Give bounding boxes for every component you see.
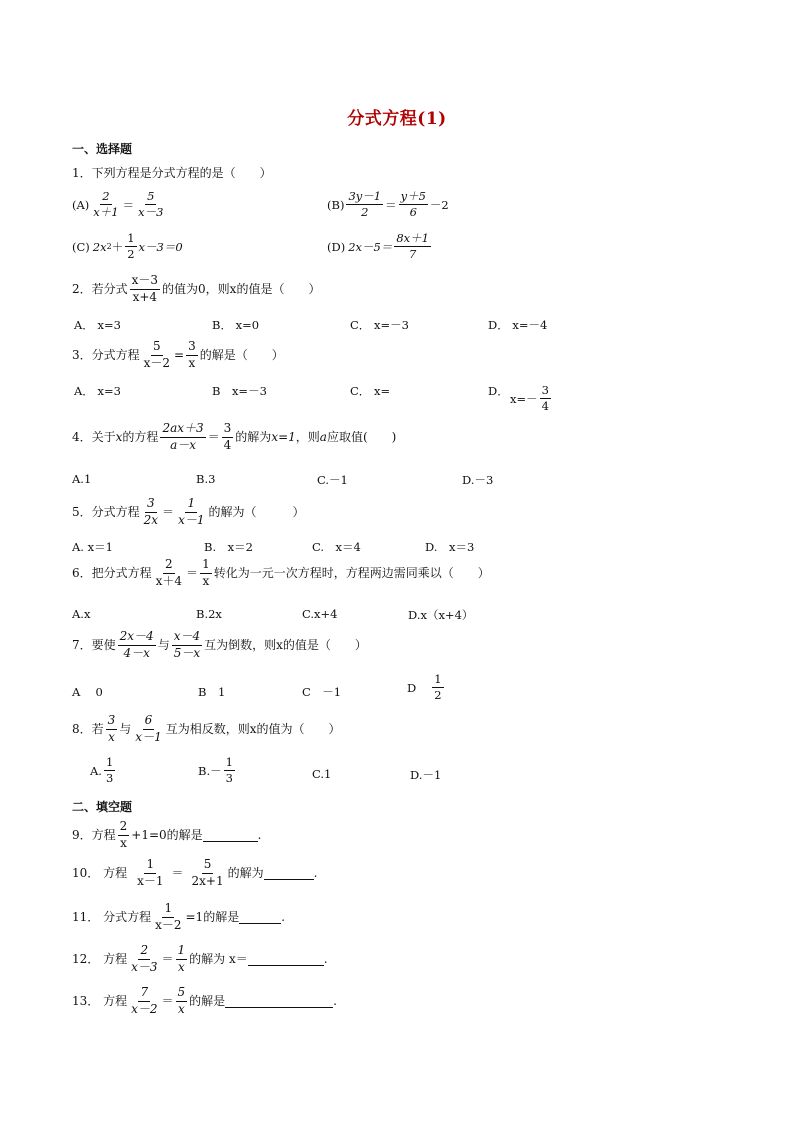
equals-sign: ＝: [161, 994, 174, 1009]
numerator: 1: [104, 756, 115, 771]
question-3-option-c: C． x=: [350, 384, 391, 398]
numerator: 2: [118, 820, 130, 836]
question-6-option-c: C.x+4: [302, 607, 338, 621]
fraction: [106, 714, 118, 745]
variable: x: [115, 430, 123, 445]
question-2-option-a: A． x=3: [74, 318, 121, 332]
expression-part: 2x－5＝: [348, 239, 393, 254]
question-5-option-b: B. x＝2: [204, 540, 253, 554]
denominator: x＋4: [155, 573, 183, 588]
numerator: 3: [186, 340, 198, 356]
question-text: 的解是（ ）: [199, 348, 284, 363]
question-text: +1=0的解是: [131, 828, 203, 843]
question-text: 的方程: [122, 430, 159, 445]
fraction: [176, 497, 206, 528]
question-text: 13． 方程: [72, 994, 128, 1009]
fraction: [190, 858, 226, 889]
numerator: 1: [224, 756, 235, 771]
question-text: 3．分式方程: [72, 348, 140, 363]
numerator: x－4: [172, 630, 202, 646]
question-text: 6．把分式方程: [72, 566, 152, 581]
question-12: [72, 944, 328, 975]
numerator: 2: [163, 558, 175, 574]
denominator: 5－x: [173, 645, 201, 660]
denominator: 2: [434, 688, 442, 703]
fraction: [136, 190, 165, 219]
question-9: [72, 820, 262, 851]
question-10: [72, 858, 317, 889]
question-2-stem: [72, 274, 320, 305]
numerator: 1: [176, 944, 188, 960]
question-3-stem: [72, 340, 284, 371]
numerator: 5: [202, 858, 214, 874]
fraction: [118, 630, 156, 661]
numerator: 3: [145, 497, 157, 513]
question-6-option-d: D.x（x+4）: [408, 608, 474, 622]
numerator: 2x－4: [118, 630, 156, 646]
expression-tail: x－3＝0: [138, 239, 183, 254]
question-text: 应取值( ): [326, 430, 397, 445]
fraction: [118, 820, 130, 851]
numerator: 7: [138, 986, 150, 1002]
denominator: x－2: [143, 355, 171, 370]
question-3-option-d-label: D．: [488, 384, 509, 398]
denominator: x: [177, 1001, 185, 1016]
fraction: [133, 714, 163, 745]
numerator: 8x＋1: [394, 232, 431, 247]
numerator: y＋5: [399, 190, 428, 205]
fraction: [91, 190, 120, 219]
expression-part: x=－: [510, 391, 538, 406]
page-title: 分式方程(1): [347, 109, 447, 129]
question-text: 11． 分式方程: [72, 910, 152, 925]
question-text: 的解是: [189, 994, 226, 1009]
equals-sign: ＝: [207, 430, 220, 445]
question-11: [72, 902, 285, 933]
question-text: 5．分式方程: [72, 505, 140, 520]
question-2-option-d: D． x=－4: [488, 318, 548, 332]
fraction: [176, 944, 188, 975]
section-heading-choice: 一、选择题: [72, 142, 133, 156]
period: .: [333, 994, 337, 1009]
question-6-stem: [72, 558, 490, 589]
numerator: 1: [200, 558, 212, 574]
denominator: 3: [225, 771, 233, 786]
equals-sign: ＝: [186, 566, 199, 581]
answer-blank[interactable]: [248, 953, 324, 966]
question-text: 8．若: [72, 722, 104, 737]
question-text: 与: [157, 638, 170, 653]
question-8-option-b: [198, 756, 237, 785]
answer-blank[interactable]: [203, 829, 258, 842]
equals-sign: ＝: [162, 505, 175, 520]
denominator: 7: [408, 247, 417, 262]
numerator: 1: [185, 497, 197, 513]
question-3-option-b: B x=－3: [212, 384, 267, 398]
expression-part: 2x: [92, 239, 107, 254]
question-text: 9．方程: [72, 828, 116, 843]
question-4-option-d: D.－3: [462, 473, 494, 487]
expression-tail: －2: [429, 197, 449, 212]
denominator: 2: [361, 205, 369, 220]
fraction: [125, 232, 136, 261]
fraction: [154, 558, 184, 589]
numerator: 2ax＋3: [160, 422, 205, 438]
fraction: [399, 190, 428, 219]
question-text: 与: [119, 722, 132, 737]
answer-blank[interactable]: [239, 911, 281, 924]
question-7-option-d: [407, 673, 446, 702]
question-text: 的解为（ ）: [208, 505, 305, 520]
question-text: 的解为: [235, 430, 272, 445]
question-text: 4．关于: [72, 430, 116, 445]
question-3-option-d: [510, 384, 553, 413]
fraction: [104, 756, 115, 785]
period: .: [257, 828, 262, 843]
numerator: 5: [176, 986, 188, 1002]
numerator: 1: [432, 673, 443, 688]
fraction: [432, 673, 443, 702]
option-label: (C): [72, 239, 90, 254]
numerator: 1: [144, 858, 156, 874]
fraction: [130, 274, 160, 305]
question-1-option-c: [72, 232, 183, 261]
numerator: 2: [100, 190, 111, 205]
numerator: 3: [540, 384, 551, 399]
denominator: x－2: [155, 917, 182, 932]
option-label: (B): [327, 197, 345, 212]
question-text: 的解为 x＝: [189, 952, 248, 967]
period: .: [281, 910, 286, 925]
solution-value: x=1: [271, 430, 296, 445]
numerator: 3y－1: [346, 190, 383, 205]
denominator: x: [120, 835, 127, 850]
denominator: 2x: [143, 512, 159, 527]
question-1-option-b: [327, 190, 449, 219]
denominator: x－1: [137, 873, 164, 888]
question-text: 7．要使: [72, 638, 116, 653]
period: .: [313, 866, 318, 881]
question-4-stem: [72, 422, 396, 453]
denominator: x+4: [132, 289, 158, 304]
question-2-option-c: C． x=－3: [350, 318, 409, 332]
numerator: 5: [151, 340, 163, 356]
question-text: 互为相反数，则x的值为（ ）: [165, 722, 341, 737]
question-1-stem: 1．下列方程是分式方程的是（ ）: [72, 166, 272, 180]
section-heading-fill-in: 二、填空题: [72, 800, 133, 814]
question-7-stem: [72, 630, 367, 661]
equals-sign: ＝: [171, 866, 184, 881]
question-7-option-b: B 1: [198, 685, 226, 699]
question-8-option-a: [90, 756, 117, 785]
question-text: 的值为0，则x的值是（ ）: [162, 282, 321, 297]
denominator: 4: [541, 399, 549, 414]
question-text: 10． 方程: [72, 866, 128, 881]
denominator: x: [202, 573, 210, 588]
question-8-option-c: C.1: [312, 767, 332, 781]
numerator: 5: [145, 190, 156, 205]
numerator: x－3: [130, 274, 160, 290]
equals-sign: ＝: [122, 197, 135, 212]
fraction: [160, 422, 205, 453]
numerator: 3: [222, 422, 234, 438]
question-8-stem: [72, 714, 340, 745]
question-3-option-a: A． x=3: [74, 384, 121, 398]
fraction: [142, 497, 160, 528]
equals-sign: =: [174, 348, 185, 363]
fraction: [224, 756, 235, 785]
option-label: (D): [327, 239, 346, 254]
fraction: [129, 944, 159, 975]
question-text: 的解为: [227, 866, 264, 881]
denominator: x－2: [131, 1001, 158, 1016]
question-1-option-d: [327, 232, 433, 261]
denominator: x－3: [138, 205, 164, 220]
denominator: x＋1: [93, 205, 119, 220]
numerator: 1: [162, 902, 174, 918]
question-4-option-a: A.1: [72, 472, 92, 486]
question-text: =1的解是: [185, 910, 240, 925]
question-text: ，则: [295, 430, 320, 445]
question-7-option-a: A 0: [72, 685, 103, 699]
fraction: [394, 232, 431, 261]
question-5-stem: [72, 497, 304, 528]
fraction: [172, 630, 202, 661]
fraction: [153, 902, 183, 933]
exponent: 2: [106, 242, 112, 252]
answer-blank[interactable]: [264, 867, 314, 880]
question-5-option-a: A. x＝1: [72, 540, 113, 554]
denominator: 4－x: [123, 645, 150, 660]
option-label: D: [407, 680, 417, 695]
question-8-option-d: D.－1: [410, 768, 442, 782]
denominator: x: [177, 959, 185, 974]
variable: a: [319, 430, 327, 445]
fraction: [186, 340, 198, 371]
fraction: [142, 340, 172, 371]
option-label: A.: [90, 763, 102, 778]
denominator: 4: [223, 437, 232, 452]
option-label: (A): [72, 197, 90, 212]
question-4-option-c: C.－1: [317, 473, 348, 487]
denominator: x－1: [135, 729, 162, 744]
denominator: 2x+1: [191, 873, 224, 888]
numerator: 6: [143, 714, 155, 730]
question-13: [72, 986, 337, 1017]
answer-blank[interactable]: [225, 995, 333, 1008]
denominator: 2: [127, 247, 135, 262]
question-text: 转化为一元一次方程时，方程两边需同乘以（ ）: [213, 566, 490, 581]
denominator: 6: [409, 205, 417, 220]
question-4-option-b: B.3: [196, 472, 216, 486]
option-label: B.－: [198, 763, 222, 778]
question-text: 互为倒数，则x的值是（ ）: [204, 638, 367, 653]
fraction: [200, 558, 212, 589]
question-text: 2．若分式: [72, 282, 128, 297]
question-6-option-a: A.x: [72, 607, 91, 621]
numerator: 1: [125, 232, 136, 247]
equals-sign: ＝: [161, 952, 174, 967]
plus-sign: ＋: [111, 239, 124, 254]
denominator: 3: [105, 771, 114, 786]
fraction: [540, 384, 551, 413]
question-7-option-c: C －1: [302, 685, 342, 699]
equals-sign: ＝: [385, 197, 397, 212]
fraction: [129, 986, 159, 1017]
fraction: [222, 422, 234, 453]
question-2-option-b: B． x=0: [212, 318, 260, 332]
question-5-option-d: D. x＝3: [425, 540, 475, 554]
denominator: x: [108, 729, 115, 744]
denominator: x－1: [178, 512, 205, 527]
denominator: x: [188, 355, 196, 370]
question-6-option-b: B.2x: [196, 607, 222, 621]
denominator: x－3: [131, 959, 158, 974]
fraction: [176, 986, 188, 1017]
fraction: [346, 190, 383, 219]
denominator: a－x: [170, 437, 196, 452]
question-1-option-a: [72, 190, 167, 219]
numerator: 3: [106, 714, 118, 730]
question-text: 12． 方程: [72, 952, 128, 967]
period: .: [323, 952, 328, 967]
numerator: 2: [138, 944, 150, 960]
question-5-option-c: C. x＝4: [312, 540, 361, 554]
fraction: [135, 858, 165, 889]
